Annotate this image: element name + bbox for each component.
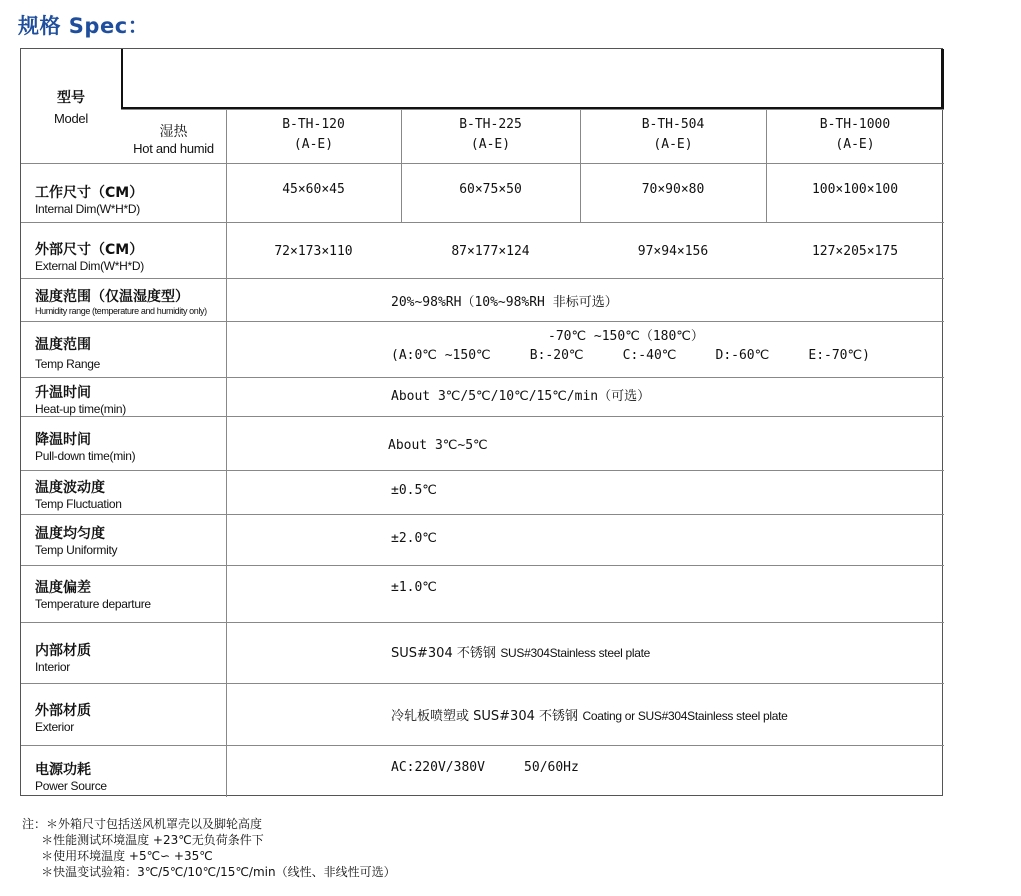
model-label-en: Model bbox=[54, 111, 88, 126]
model-column-3 bbox=[580, 115, 766, 155]
row-label-en: External Dim(W*H*D) bbox=[35, 259, 144, 273]
page-title: 规格 Spec： bbox=[18, 14, 150, 38]
table-cell bbox=[391, 705, 788, 725]
table-cell: ±2.0℃ bbox=[391, 531, 437, 546]
model-variant: (A-E) bbox=[835, 137, 875, 152]
row-label-zh: 降温时间 bbox=[35, 432, 91, 448]
table-cell: 45×60×45 bbox=[282, 182, 345, 197]
model-label-zh: 型号 bbox=[57, 90, 85, 106]
model-column-2 bbox=[401, 115, 580, 155]
row-label-zh: 工作尺寸（CM） bbox=[35, 185, 144, 201]
table-cell: -70℃ ~150℃（180℃） bbox=[548, 329, 704, 344]
table-cell: 97×94×156 bbox=[637, 244, 709, 259]
table-cell: 127×205×175 bbox=[811, 244, 899, 259]
note-line: ＊使用环境温度 +5℃∽ +35℃ bbox=[22, 849, 213, 863]
model-variant: (A-E) bbox=[293, 137, 334, 152]
row-label-en: Humidity range (temperature and humidity only) bbox=[35, 306, 207, 316]
table-cell: (A:0℃ ~150℃ B:-20℃ C:-40℃ D:-60℃ E:-70℃) bbox=[391, 348, 870, 363]
table-cell: 20%~98%RH（10%~98%RH 非标可选） bbox=[391, 295, 618, 310]
spec-table bbox=[20, 48, 943, 796]
note-line: ＊性能测试环境温度 +23℃无负荷条件下 bbox=[22, 833, 264, 847]
row-label-en: Temp Uniformity bbox=[35, 543, 118, 557]
table-cell: 87×177×124 bbox=[451, 244, 530, 259]
row-label-en: Temp Range bbox=[35, 357, 101, 371]
model-variant: (A-E) bbox=[653, 137, 693, 152]
model-column-1 bbox=[226, 115, 401, 155]
model-name: B-TH-1000 bbox=[819, 117, 891, 132]
row-label-en: Exterior bbox=[35, 720, 74, 734]
row-label-en: Internal Dim(W*H*D) bbox=[35, 202, 140, 216]
table-cell: 60×75×50 bbox=[459, 182, 522, 197]
note-line: ＊快温变试验箱：3℃/5℃/10℃/15℃/min（线性、非线性可选） bbox=[22, 865, 396, 879]
material-en: SUS#304Stainless steel plate bbox=[500, 646, 651, 660]
footnotes bbox=[22, 816, 396, 880]
material-zh: SUS#304 不锈钢 bbox=[391, 646, 496, 661]
type-label-zh: 湿热 bbox=[159, 124, 188, 140]
row-label-zh: 温度偏差 bbox=[35, 580, 91, 596]
header-box bbox=[121, 49, 944, 109]
table-cell: About 3℃/5℃/10℃/15℃/min（可选） bbox=[391, 389, 651, 404]
model-column-4 bbox=[766, 115, 944, 155]
row-label-zh: 温度波动度 bbox=[35, 480, 105, 496]
row-label-en: Interior bbox=[35, 660, 70, 674]
material-zh: 冷轧板喷塑或 SUS#304 不锈钢 bbox=[391, 709, 578, 724]
note-line: 注：＊外箱尺寸包括送风机罩壳以及脚轮高度 bbox=[22, 817, 263, 831]
row-label-en: Temperature departure bbox=[35, 597, 151, 611]
model-name: B-TH-120 bbox=[282, 117, 345, 132]
material-en: Coating or SUS#304Stainless steel plate bbox=[582, 709, 788, 723]
row-label-zh: 升温时间 bbox=[35, 385, 91, 401]
row-label-zh: 外部尺寸（CM） bbox=[35, 242, 144, 258]
row-label-zh: 温度均匀度 bbox=[35, 526, 105, 542]
table-cell: 72×173×110 bbox=[274, 244, 353, 259]
table-cell: ±0.5℃ bbox=[391, 483, 437, 498]
row-label-en: Heat-up time(min) bbox=[35, 402, 126, 416]
table-cell bbox=[391, 642, 650, 662]
row-label-en: Pull-down time(min) bbox=[35, 449, 136, 463]
table-cell: 70×90×80 bbox=[641, 182, 705, 197]
row-label-zh: 温度范围 bbox=[35, 337, 91, 353]
row-label-zh: 外部材质 bbox=[35, 703, 91, 719]
table-cell: AC:220V/380V 50/60Hz bbox=[391, 760, 579, 775]
table-cell: About 3℃~5℃ bbox=[388, 438, 488, 453]
type-label-en: Hot and humid bbox=[133, 141, 214, 156]
row-label-zh: 湿度范围（仅温湿度型） bbox=[35, 289, 189, 305]
model-name: B-TH-504 bbox=[641, 117, 705, 132]
model-variant: (A-E) bbox=[470, 137, 511, 152]
row-label-zh: 内部材质 bbox=[35, 643, 91, 659]
header-box-edge bbox=[941, 49, 944, 109]
row-label-en: Temp Fluctuation bbox=[35, 497, 122, 511]
row-label-zh: 电源功耗 bbox=[35, 762, 91, 778]
table-cell: ±1.0℃ bbox=[391, 580, 437, 595]
table-cell: 100×100×100 bbox=[811, 182, 899, 197]
model-name: B-TH-225 bbox=[459, 117, 522, 132]
row-label-en: Power Source bbox=[35, 779, 107, 793]
